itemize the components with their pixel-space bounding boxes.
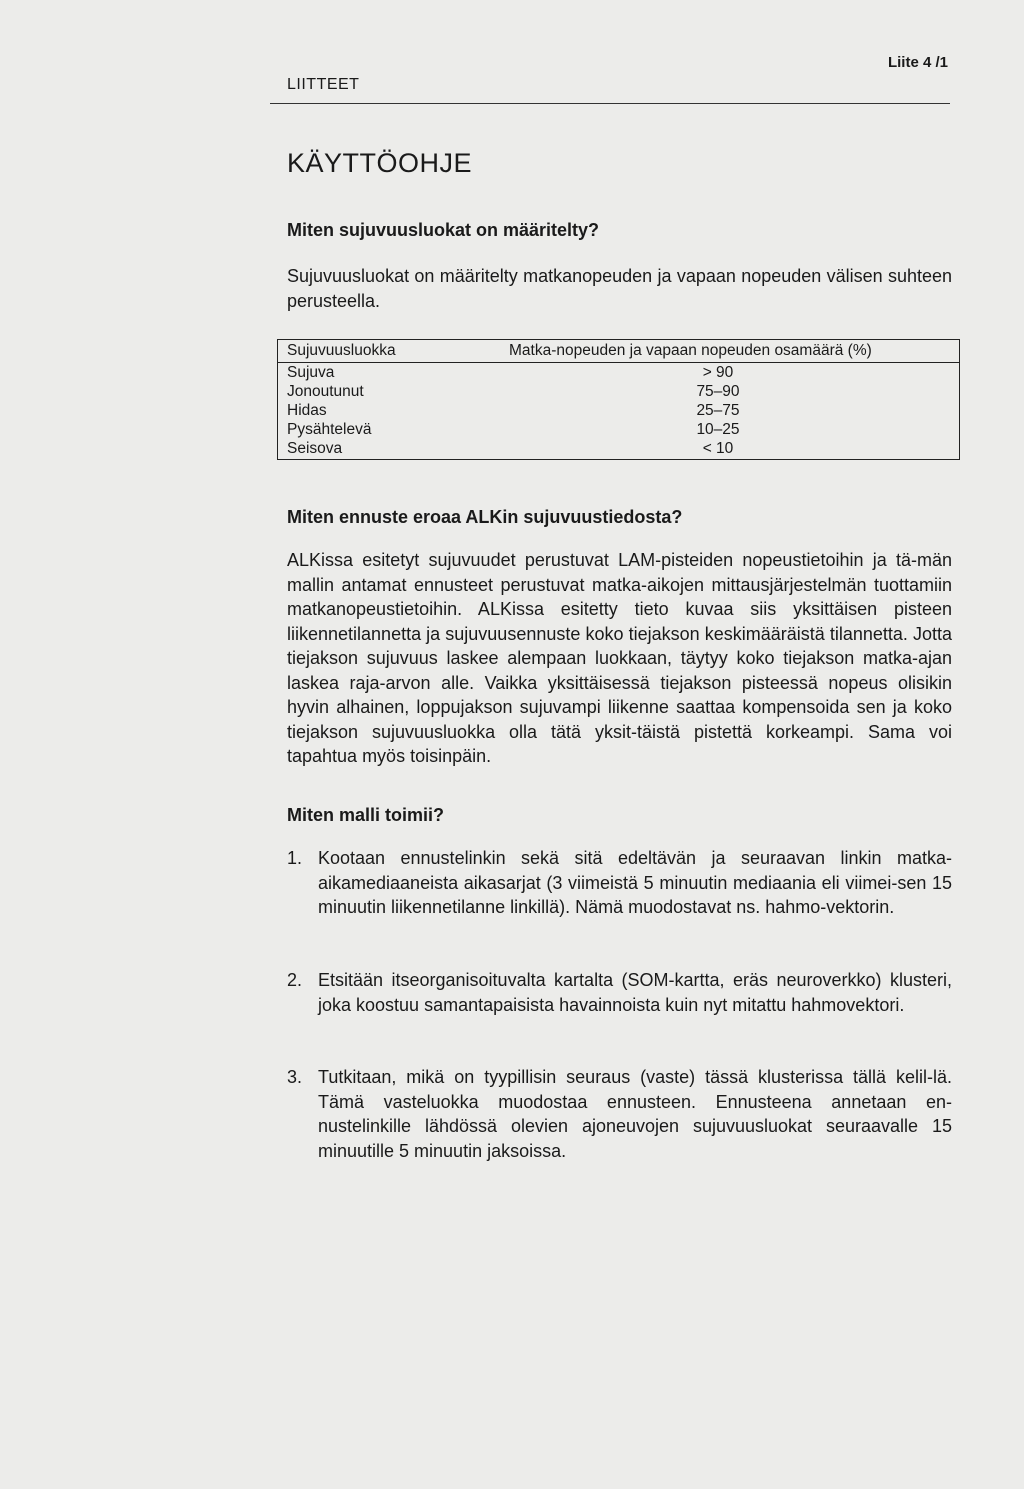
list-item-text: Tutkitaan, mikä on tyypillisin seuraus (vaste) tässä klusterissa tällä kelil-lä. Tämä vasteluokka muodostaa ennusteen. Ennusteena annetaan en-nustelinkille lähdössä olevien ajoneuvojen sujuvuusluokat seuraavalle 15 minuutille 5 minuutin jaksoissa.: [318, 1067, 952, 1161]
section2-text: ALKissa esitetyt sujuvuudet perustuvat LAM-pisteiden nopeustietoihin ja tä-män mallin antamat ennusteet perustuvat matka-aikojen mittausjärjestelmän tuottamiin matkanopeustietoihin. ALKissa esitetty tieto kuvaa siis yksittäisen pisteen liikennetilannetta ja sujuvuusennuste koko tiejakson keskimääräistä tilannetta. Jotta tiejakson sujuvuus laskee alempaan luokkaan, täytyy koko tiejakson matka-ajan laskea raja-arvon alle. Vaikka yksittäisessä tiejakson pisteessä nopeus olisikin hyvin alhainen, loppujakson sujuvampi liikenne saattaa kompensoida sen ja koko tiejakson sujuvuusluokka olla tätä yksit-täistä pistettä korkeampi. Sama voi tapahtua myös toisinpäin.: [287, 550, 952, 766]
table-header-ratio: Matka-nopeuden ja vapaan nopeuden osamäärä (%): [509, 342, 872, 359]
section3-heading: Miten malli toimii?: [287, 805, 445, 825]
table-header-class: Sujuvuusluokka: [287, 342, 396, 359]
table-cell-label: Sujuva: [287, 364, 335, 381]
table-row: [278, 439, 959, 458]
table-cell-value: 10–25: [696, 421, 740, 438]
table-cell-label: Pysähtelevä: [287, 421, 372, 438]
table-cell-value: 75–90: [696, 383, 740, 400]
header-divider: [270, 103, 950, 104]
table-row: [278, 420, 959, 439]
section1-text: Sujuvuusluokat on määritelty matkanopeuden ja vapaan nopeuden välisen suhteen perusteella.: [287, 266, 952, 311]
header-page-label: Liite 4 /1: [887, 54, 948, 71]
table-cell-label: Hidas: [287, 402, 327, 419]
table-cell-value: < 10: [702, 440, 734, 457]
classification-table: [277, 339, 960, 460]
table-cell-value: 25–75: [696, 402, 740, 419]
table-row: [278, 382, 959, 401]
section1-heading: Miten sujuvuusluokat on määritelty?: [287, 220, 600, 240]
table-cell-value: > 90: [702, 364, 734, 381]
table-cell-label: Seisova: [287, 440, 343, 457]
list-item-text: Etsitään itseorganisoituvalta kartalta (SOM-kartta, eräs neuroverkko) klusteri, joka koostuu samantapaisista havainnoista kuin nyt mitattu hahmovektori.: [318, 970, 952, 1015]
list-item-number: 3.: [287, 1067, 303, 1087]
table-row: [278, 363, 959, 382]
header-section-label: LIITTEET: [287, 76, 360, 93]
list-item-number: 2.: [287, 970, 303, 990]
table-cell-label: Jonoutunut: [287, 383, 364, 400]
table-row: [278, 401, 959, 420]
list-item-text: Kootaan ennustelinkin sekä sitä edeltävän ja seuraavan linkin matka-aikamediaaneista aikasarjat (3 viimeistä 5 minuutin mediaania eli viimei-sen 15 minuutin liikennetilanne linkillä). Nämä muodostavat ns. hahmo-vektorin.: [318, 848, 952, 917]
list-item-number: 1.: [287, 848, 303, 868]
page-title: KÄYTTÖOHJE: [287, 148, 473, 178]
section2-heading: Miten ennuste eroaa ALKin sujuvuustiedosta?: [287, 507, 683, 527]
table-header-row: [278, 340, 959, 363]
